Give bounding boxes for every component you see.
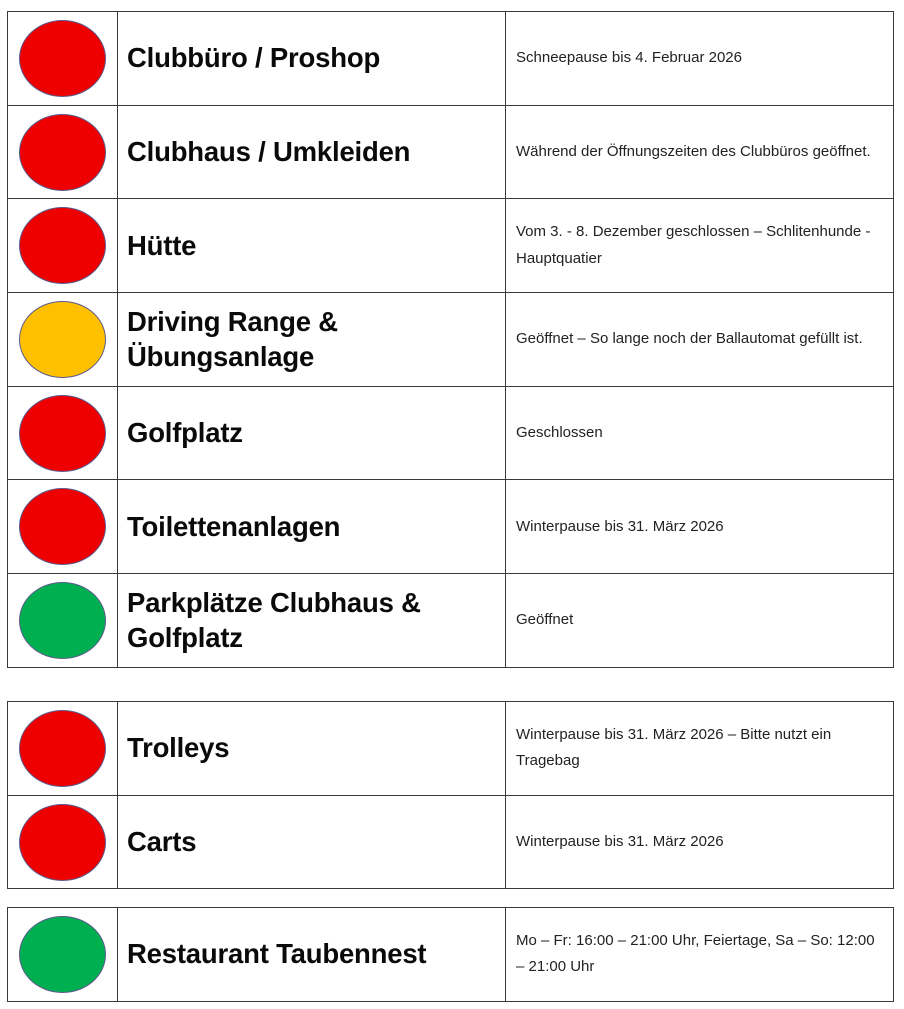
equipment-status-table	[7, 701, 894, 889]
facility-name: Golfplatz	[118, 386, 506, 480]
status-row-parkplaetze	[8, 574, 894, 668]
amber-status-circle-icon	[19, 301, 106, 378]
facility-name: Carts	[118, 795, 506, 889]
green-status-circle-icon	[19, 582, 106, 659]
facility-name: Clubbüro / Proshop	[118, 12, 506, 106]
facility-name: Driving Range & Übungsanlage	[118, 293, 506, 387]
red-status-circle-icon	[19, 20, 106, 97]
status-row-trolleys	[8, 702, 894, 796]
status-row-restaurant	[8, 908, 894, 1002]
restaurant-status-table	[7, 907, 894, 1002]
red-status-circle-icon	[19, 114, 106, 191]
status-row-golfplatz	[8, 386, 894, 480]
red-status-circle-icon	[19, 804, 106, 881]
status-row-clubhaus	[8, 105, 894, 199]
facility-status-text: Winterpause bis 31. März 2026 – Bitte nutzt ein Tragebag	[506, 702, 894, 796]
red-status-circle-icon	[19, 488, 106, 565]
red-status-circle-icon	[19, 207, 106, 284]
green-status-circle-icon	[19, 916, 106, 993]
status-row-carts	[8, 795, 894, 889]
facility-name: Parkplätze Clubhaus & Golfplatz	[118, 574, 506, 668]
facility-status-text: Geschlossen	[506, 386, 894, 480]
facility-status-text: Geöffnet	[506, 574, 894, 668]
facility-status-text: Vom 3. - 8. Dezember geschlossen – Schlitenhunde - Hauptquatier	[506, 199, 894, 293]
facility-name: Toilettenanlagen	[118, 480, 506, 574]
facility-status-text: Winterpause bis 31. März 2026	[506, 480, 894, 574]
red-status-circle-icon	[19, 710, 106, 787]
facility-name: Trolleys	[118, 702, 506, 796]
status-row-toilettenanlagen	[8, 480, 894, 574]
red-status-circle-icon	[19, 395, 106, 472]
facility-status-text: Winterpause bis 31. März 2026	[506, 795, 894, 889]
facility-status-text: Geöffnet – So lange noch der Ballautomat gefüllt ist.	[506, 293, 894, 387]
facility-name: Restaurant Taubennest	[118, 908, 506, 1002]
facility-status-text: Während der Öffnungszeiten des Clubbüros geöffnet.	[506, 105, 894, 199]
facility-name: Clubhaus / Umkleiden	[118, 105, 506, 199]
status-row-clubbuero	[8, 12, 894, 106]
facility-name: Hütte	[118, 199, 506, 293]
facility-status-text: Schneepause bis 4. Februar 2026	[506, 12, 894, 106]
facilities-status-table	[7, 11, 894, 668]
status-row-driving-range	[8, 293, 894, 387]
status-row-huette	[8, 199, 894, 293]
facility-status-text: Mo – Fr: 16:00 – 21:00 Uhr, Feiertage, Sa – So: 12:00 – 21:00 Uhr	[506, 908, 894, 1002]
